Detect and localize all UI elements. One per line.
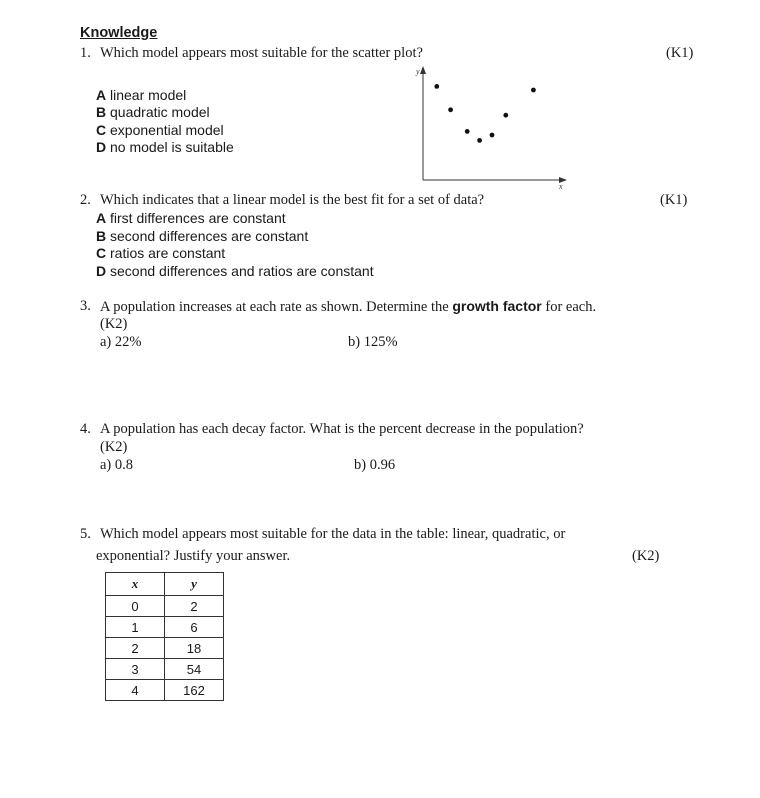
q3-text-bold: growth factor [452,298,542,314]
option-letter: C [96,122,107,138]
cell-x: 1 [106,617,165,638]
q2-marks: (K1) [660,192,688,208]
q1-number: 1. [80,45,91,61]
q5-question-line2: exponential? Justify your answer. [96,548,291,564]
cell-x: 3 [106,659,165,680]
q5-question-line1: Which model appears most suitable for the data in the table: linear, quadratic, or [100,526,566,542]
option-letter: D [96,263,107,279]
q3-marks: (K2) [100,316,128,332]
option-letter: D [96,139,107,155]
q2-option-d[interactable] [96,262,374,280]
option-text: exponential model [110,122,224,138]
y-axis-label: y [416,67,420,76]
q3-question [100,297,596,316]
q2-option-c[interactable] [96,244,225,262]
q4-marks: (K2) [100,439,128,455]
table-row [106,617,224,638]
q3-text-after: for each. [541,299,597,315]
q2-question: Which indicates that a linear model is the best fit for a set of data? [100,192,485,208]
q2-option-a[interactable] [96,209,286,227]
scatter-point [465,129,470,134]
option-letter: C [96,245,107,261]
option-text: second differences are constant [110,228,309,244]
y-axis-arrow [420,66,426,74]
data-table [105,572,224,701]
option-text: first differences are constant [110,210,286,226]
scatter-point [477,138,482,143]
scatter-point [531,88,536,93]
q4-number: 4. [80,421,91,437]
q3-part-b: b) 125% [348,334,398,350]
q3-text-before: A population increases at each rate as shown. Determine the [100,299,453,315]
q5-number: 5. [80,526,91,542]
q4-part-b: b) 0.96 [354,457,396,473]
option-text: linear model [110,87,187,103]
q2-number: 2. [80,192,91,208]
scatter-point [448,107,453,112]
cell-y: 18 [165,638,224,659]
option-letter: B [96,228,107,244]
q3-part-a: a) 22% [100,334,142,350]
cell-y: 54 [165,659,224,680]
q1-option-c[interactable] [96,121,224,139]
q5-marks: (K2) [632,548,660,564]
cell-y: 2 [165,596,224,617]
table-row [106,596,224,617]
option-letter: A [96,210,107,226]
table-row [106,659,224,680]
option-text: quadratic model [110,104,210,120]
option-letter: A [96,87,107,103]
option-letter: B [96,104,107,120]
q1-option-a[interactable] [96,86,186,104]
scatter-point [434,84,439,89]
scatter-point [503,113,508,118]
section-heading: Knowledge [80,25,158,41]
q4-part-a: a) 0.8 [100,457,134,473]
q1-marks: (K1) [666,45,694,61]
x-axis-label: x [559,182,563,190]
q4-question: A population has each decay factor. What is the percent decrease in the population? [100,421,584,437]
cell-y: 162 [165,680,224,701]
option-text: ratios are constant [110,245,226,261]
option-text: second differences and ratios are constant [110,263,374,279]
cell-y: 6 [165,617,224,638]
cell-x: 0 [106,596,165,617]
header-y: y [165,573,224,596]
table-row [106,680,224,701]
table-header-row [106,573,224,596]
scatter-plot [405,60,575,190]
q1-option-b[interactable] [96,103,210,121]
scatter-point [490,133,495,138]
q3-number: 3. [80,298,91,314]
option-text: no model is suitable [110,139,234,155]
q1-option-d[interactable] [96,138,234,156]
q1-question: Which model appears most suitable for the scatter plot? [100,45,423,61]
cell-x: 2 [106,638,165,659]
q2-option-b[interactable] [96,227,308,245]
cell-x: 4 [106,680,165,701]
header-x: x [106,573,165,596]
table-row [106,638,224,659]
